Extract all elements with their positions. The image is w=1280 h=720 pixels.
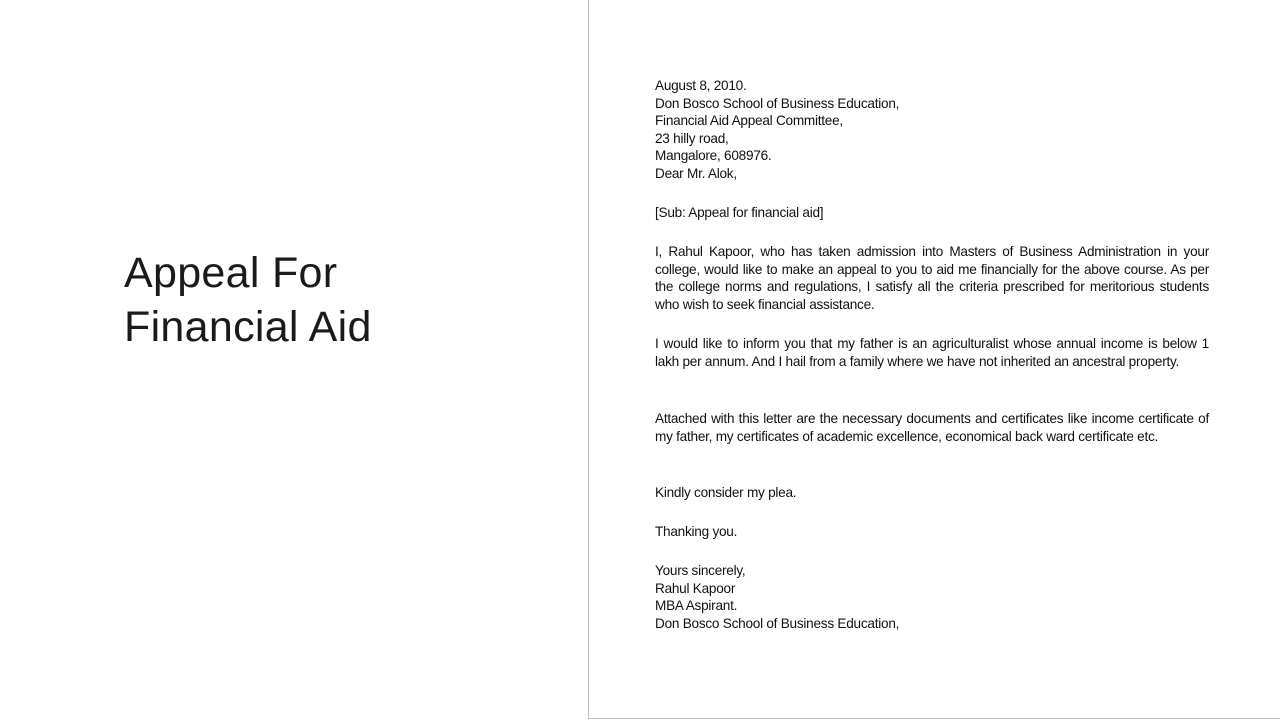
letter-paragraph-3: Attached with this letter are the necessary documents and certificates like income certificate of my father, my certificates of academic excellence, economical back ward certificate etc.: [655, 411, 1209, 444]
address-line: Mangalore, 608976.: [655, 148, 772, 164]
slide-title-line-2: Financial Aid: [124, 303, 372, 351]
slide-title: [124, 246, 372, 354]
slide-title-line-1: Appeal For: [124, 249, 338, 297]
address-line: 23 hilly road,: [655, 130, 729, 146]
letter-subject: [Sub: Appeal for financial aid]: [655, 205, 824, 220]
address-line: Financial Aid Appeal Committee,: [655, 113, 843, 129]
letter-address-block: [655, 77, 1209, 183]
closing-line: MBA Aspirant.: [655, 598, 738, 614]
letter-paragraph-2: I would like to inform you that my father is an agriculturalist whose annual income is below 1 lakh per annum. And I hail from a family where we have not inherited an ancestral property.: [655, 336, 1209, 369]
letter-date: August 8, 2010.: [655, 78, 747, 93]
signature-name: Rahul Kapoor: [655, 580, 736, 596]
letter-paragraph-1: I, Rahul Kapoor, who has taken admission into Masters of Business Administration in your college, would like to make an appeal to you to aid me financially for the above course. As per the college norms and regulations, I satisfy all the criteria prescribed for meritorious students who wish to seek financial assistance.: [655, 244, 1209, 312]
address-line: Don Bosco School of Business Education,: [655, 95, 900, 111]
letter-document: [588, 0, 1280, 719]
letter-plea: Kindly consider my plea.: [655, 485, 797, 500]
closing-line: Yours sincerely,: [655, 563, 746, 578]
closing-line: Don Bosco School of Business Education,: [655, 615, 900, 631]
salutation: Dear Mr. Alok,: [655, 165, 737, 181]
letter-thanks: Thanking you.: [655, 524, 738, 539]
letter-closing: [655, 562, 1209, 632]
